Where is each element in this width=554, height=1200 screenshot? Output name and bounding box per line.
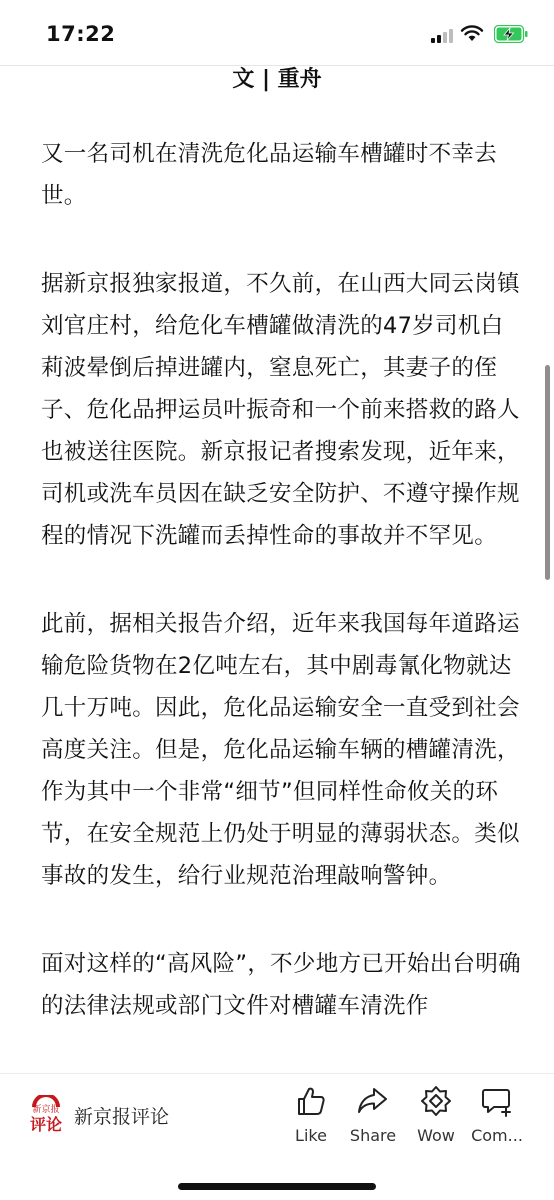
article-paragraph: 面对这样的“高风险”，不少地方已开始出台明确的法律法规或部门文件对槽罐车清洗作 — [41, 951, 521, 1019]
brand-logo-icon — [28, 1095, 64, 1135]
thumbs-up-icon — [294, 1084, 328, 1118]
cellular-signal-icon — [431, 27, 457, 43]
brand-logo-text-bottom: 评论 — [29, 1115, 63, 1134]
status-bar — [0, 0, 554, 66]
brand-logo-text-top: 新京报 — [32, 1105, 60, 1115]
brand-name[interactable]: 新京报评论 — [74, 1105, 170, 1128]
article-paragraph: 此前，据相关报告介绍，近年来我国每年道路运输危险货物在2亿吨左右，其中剧毒氰化物就达几十万吨。因此，危化品运输安全一直受到社会高度关注。但是，危化品运输车辆的槽罐清洗，作为其中一个非常“细节”但同样性命攸关的环节，在安全规范上仍处于明显的薄弱状态。类似事故的发生，给行业规范治理敲响警钟。 — [41, 611, 520, 889]
home-indicator[interactable] — [178, 1183, 376, 1190]
share-button[interactable] — [338, 1084, 408, 1145]
article-paragraph: 又一名司机在清洗危化品运输车槽罐时不幸去世。 — [41, 141, 498, 209]
bottom-action-bar — [0, 1073, 554, 1200]
wow-button[interactable] — [401, 1084, 471, 1145]
like-label: Like — [295, 1126, 327, 1145]
battery-charging-icon — [494, 25, 528, 43]
article-body — [41, 133, 521, 1073]
scrollbar-thumb[interactable] — [545, 365, 550, 580]
like-button[interactable] — [276, 1084, 346, 1145]
share-label: Share — [349, 1126, 397, 1145]
share-arrow-icon — [356, 1084, 390, 1118]
wifi-icon — [460, 24, 484, 42]
wow-label: Wow — [417, 1126, 455, 1145]
brand-account[interactable] — [28, 1095, 169, 1135]
comment-button[interactable] — [462, 1084, 532, 1145]
wow-icon — [419, 1084, 453, 1118]
article-byline: 文 | 重舟 — [232, 67, 322, 92]
article-paragraph: 据新京报独家报道，不久前，在山西大同云岗镇刘官庄村，给危化车槽罐做清洗的47岁司机白莉波晕倒后掉进罐内，窒息死亡，其妻子的侄子、危化品押运员叶振奇和一个前来搭救的路人也被送往医院。新京报记者搜索发现，近年来，司机或洗车员因在缺乏安全防护、不遵守操作规程的情况下洗罐而丢掉性命的事故并不罕见。 — [41, 271, 520, 549]
comment-add-icon — [480, 1084, 514, 1118]
comment-label: Com... — [471, 1126, 523, 1145]
status-time: 17:22 — [46, 22, 116, 46]
